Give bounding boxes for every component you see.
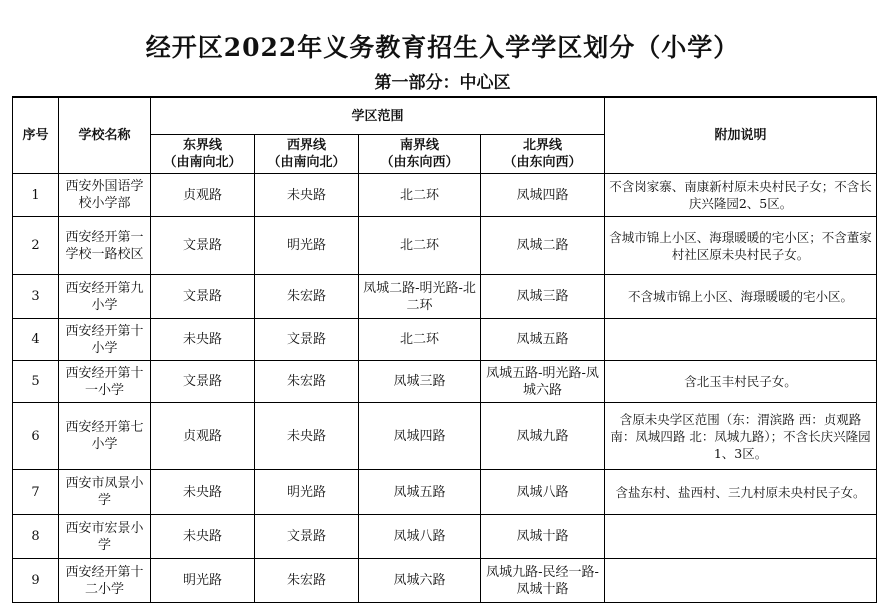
header-west bbox=[255, 135, 359, 174]
cell-west: 朱宏路 bbox=[255, 361, 359, 403]
cell-east: 明光路 bbox=[151, 559, 255, 603]
cell-east: 文景路 bbox=[151, 217, 255, 275]
header-west-label: 西界线 bbox=[286, 138, 326, 153]
cell-school: 西安经开第一学校一路校区 bbox=[59, 217, 151, 275]
cell-east: 文景路 bbox=[151, 361, 255, 403]
cell-east: 未央路 bbox=[151, 515, 255, 559]
header-school: 学校名称 bbox=[59, 97, 151, 174]
cell-south: 凤城四路 bbox=[359, 403, 481, 470]
cell-west: 未央路 bbox=[255, 174, 359, 217]
cell-seq: 3 bbox=[13, 275, 59, 319]
cell-school: 西安市凤景小学 bbox=[59, 470, 151, 515]
cell-south: 北二环 bbox=[359, 174, 481, 217]
cell-south: 北二环 bbox=[359, 217, 481, 275]
cell-school: 西安经开第十一小学 bbox=[59, 361, 151, 403]
cell-north: 凤城十路 bbox=[481, 515, 605, 559]
cell-note: 不含岗家寨、南康新村原未央村民子女；不含长庆兴隆园2、5区。 bbox=[605, 174, 877, 217]
school-district-table bbox=[12, 96, 877, 603]
table-row bbox=[13, 319, 877, 361]
cell-note bbox=[605, 319, 877, 361]
cell-school: 西安经开第七小学 bbox=[59, 403, 151, 470]
cell-school: 西安经开第十二小学 bbox=[59, 559, 151, 603]
cell-note bbox=[605, 559, 877, 603]
cell-seq: 7 bbox=[13, 470, 59, 515]
cell-seq: 4 bbox=[13, 319, 59, 361]
table-row bbox=[13, 403, 877, 470]
cell-note bbox=[605, 515, 877, 559]
cell-seq: 5 bbox=[13, 361, 59, 403]
document-subtitle: 第一部分：中心区 bbox=[374, 73, 511, 93]
cell-south: 凤城五路 bbox=[359, 470, 481, 515]
cell-east: 贞观路 bbox=[151, 403, 255, 470]
header-notes: 附加说明 bbox=[605, 97, 877, 174]
cell-west: 未央路 bbox=[255, 403, 359, 470]
cell-seq: 6 bbox=[13, 403, 59, 470]
table-row bbox=[13, 174, 877, 217]
cell-west: 文景路 bbox=[255, 515, 359, 559]
header-south-label: 南界线 bbox=[399, 138, 439, 153]
cell-seq: 2 bbox=[13, 217, 59, 275]
table-row bbox=[13, 217, 877, 275]
table-row bbox=[13, 515, 877, 559]
cell-school: 西安经开第十小学 bbox=[59, 319, 151, 361]
cell-note: 不含城市锦上小区、海璟暖暖的宅小区。 bbox=[605, 275, 877, 319]
cell-south: 凤城六路 bbox=[359, 559, 481, 603]
cell-north: 凤城五路 bbox=[481, 319, 605, 361]
cell-south: 凤城三路 bbox=[359, 361, 481, 403]
header-south-direction: （由东向西） bbox=[380, 155, 459, 170]
cell-east: 文景路 bbox=[151, 275, 255, 319]
header-west-direction: （由南向北） bbox=[267, 155, 346, 170]
table-row bbox=[13, 275, 877, 319]
cell-north: 凤城二路 bbox=[481, 217, 605, 275]
cell-west: 朱宏路 bbox=[255, 559, 359, 603]
header-south bbox=[359, 135, 481, 174]
cell-north: 凤城八路 bbox=[481, 470, 605, 515]
cell-north: 凤城九路 bbox=[481, 403, 605, 470]
cell-note: 含盐东村、盐西村、三九村原未央村民子女。 bbox=[605, 470, 877, 515]
cell-school: 西安外国语学校小学部 bbox=[59, 174, 151, 217]
cell-east: 未央路 bbox=[151, 470, 255, 515]
header-north-direction: （由东向西） bbox=[503, 155, 582, 170]
cell-north: 凤城五路-明光路-凤城六路 bbox=[481, 361, 605, 403]
header-north-label: 北界线 bbox=[523, 138, 563, 153]
header-east-direction: （由南向北） bbox=[163, 155, 242, 170]
cell-school: 西安经开第九小学 bbox=[59, 275, 151, 319]
cell-school: 西安市宏景小学 bbox=[59, 515, 151, 559]
document-title: 经开区2022年义务教育招生入学学区划分（小学） bbox=[145, 33, 740, 62]
cell-note: 含城市锦上小区、海璟暖暖的宅小区；不含董家村社区原未央村民子女。 bbox=[605, 217, 877, 275]
cell-seq: 9 bbox=[13, 559, 59, 603]
header-range: 学区范围 bbox=[151, 97, 605, 135]
header-north bbox=[481, 135, 605, 174]
cell-north: 凤城三路 bbox=[481, 275, 605, 319]
cell-west: 朱宏路 bbox=[255, 275, 359, 319]
cell-west: 明光路 bbox=[255, 470, 359, 515]
cell-seq: 8 bbox=[13, 515, 59, 559]
cell-note: 含原未央学区范围（东：渭滨路 西：贞观路 南：凤城四路 北：凤城九路）；不含长庆兴隆园1、3区。 bbox=[605, 403, 877, 470]
table-row bbox=[13, 361, 877, 403]
cell-north: 凤城四路 bbox=[481, 174, 605, 217]
cell-south: 凤城八路 bbox=[359, 515, 481, 559]
table-row bbox=[13, 559, 877, 603]
cell-east: 未央路 bbox=[151, 319, 255, 361]
header-row-top bbox=[13, 97, 877, 135]
cell-note: 含北玉丰村民子女。 bbox=[605, 361, 877, 403]
cell-west: 明光路 bbox=[255, 217, 359, 275]
cell-south: 北二环 bbox=[359, 319, 481, 361]
header-east-label: 东界线 bbox=[182, 138, 222, 153]
header-east bbox=[151, 135, 255, 174]
cell-seq: 1 bbox=[13, 174, 59, 217]
cell-west: 文景路 bbox=[255, 319, 359, 361]
cell-south: 凤城二路-明光路-北二环 bbox=[359, 275, 481, 319]
cell-north: 凤城九路-民经一路-凤城十路 bbox=[481, 559, 605, 603]
cell-east: 贞观路 bbox=[151, 174, 255, 217]
table-row bbox=[13, 470, 877, 515]
header-seq: 序号 bbox=[13, 97, 59, 174]
